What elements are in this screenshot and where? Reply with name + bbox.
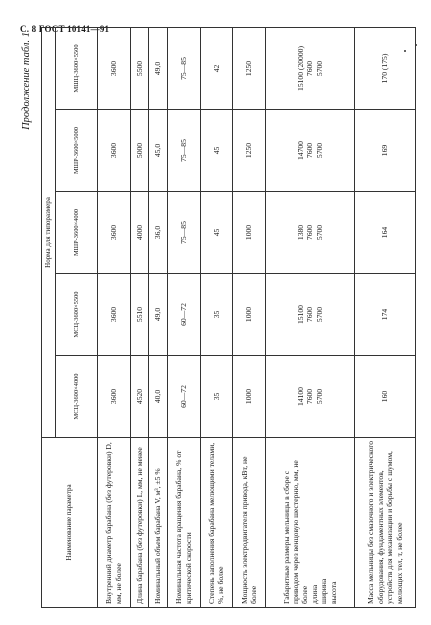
table-row [265,27,354,607]
dimension-label: ширина [319,578,329,604]
table-cell: 1000 [233,356,266,438]
table-row [233,27,266,607]
cell-line: 5700 [314,388,324,405]
cell-line: 7600 [305,142,315,159]
cell-line: 7600 [305,306,315,323]
cell-line: 5700 [314,306,324,323]
table-cell: 174 [355,274,416,356]
table-cell: 170 (175) [355,27,416,109]
cell-line: 5700 [314,142,324,159]
table-cell: 1000 [233,192,266,274]
type-column-header: МСЦ-3600×5500 [56,274,98,356]
table-cell: 5510 [130,274,149,356]
cell-line: 14700 [295,141,305,160]
table-cell: 35 [200,274,233,356]
table-cell [265,274,354,356]
row-label: Масса мельницы без смазочного и электрического оборудования, фундаментных элементов, устройств для механизации и борьбы с шумом, мелющих тел, т, не более [355,438,416,608]
page-header: С. 8 ГОСТ 10141—91 [20,24,110,34]
cell-line: 15100 [295,305,305,324]
rotated-table-block [21,28,416,608]
cell-line: 14100 [295,387,305,406]
table-cell: 40,0 [149,356,168,438]
type-column-header: МШЦ-3600×5500 [56,27,98,109]
row-label: Мощность электродвигателя привода, кВт, не более [233,438,266,608]
row-label: Габаритные размеры мельницы в сборе с приводом через венцовую шестерню, мм, не более [281,460,310,604]
table-cell: 75—85 [167,27,200,109]
table-cell: 5500 [130,27,149,109]
row-label: Длина барабана (без футеровки) L, мм, не менее [130,438,149,608]
table-row [355,27,416,607]
table-cell: 4000 [130,192,149,274]
dimension-labels [310,441,338,604]
dimension-label: высота [328,581,338,604]
cell-line: 5700 [314,60,324,77]
spec-table [41,27,416,608]
cell-line: 1380 [295,224,305,241]
type-column-header: МСЦ-3600×4000 [56,356,98,438]
table-cell: 75—85 [167,110,200,192]
cell-line: 7600 [305,388,315,405]
row-label: Номинальный объем барабана V, м³, ±5 % [149,438,168,608]
table-cell: 36,0 [149,192,168,274]
table-cell [265,192,354,274]
row-label: Степень заполнения барабана мелющими телами, %, не более [200,438,233,608]
table-cell: 1000 [233,274,266,356]
table-caption: Продолжение табл. 1 [21,32,32,130]
table-row [98,27,131,607]
table-cell [265,356,354,438]
param-column-header: Наименование параметра [42,438,98,608]
table-cell: 60—72 [167,356,200,438]
table-cell: 45 [200,110,233,192]
table-cell: 42 [200,27,233,109]
cell-line: 5700 [314,224,324,241]
table-cell: 3600 [98,356,131,438]
table-cell: 45 [200,192,233,274]
table-row [200,27,233,607]
type-column-header: МШР-3600×5000 [56,110,98,192]
row-label-dimensions [265,438,354,608]
table-cell: 35 [200,356,233,438]
table-cell: 169 [355,110,416,192]
table-cell [265,110,354,192]
table-cell: 75—85 [167,192,200,274]
table-cell: 160 [355,356,416,438]
table-row [167,27,200,607]
table-cell: 3600 [98,274,131,356]
dimension-label: длина [309,584,319,604]
table-cell: 4520 [130,356,149,438]
table-cell: 49,0 [149,27,168,109]
table-row [130,27,149,607]
group-column-header: Норма для типоразмера [42,27,56,437]
table-cell: 60—72 [167,274,200,356]
table-cell: 3600 [98,192,131,274]
table-row [149,27,168,607]
cell-line: 15100 (20000) [295,46,305,91]
table-cell: 1250 [233,110,266,192]
table-cell: 3600 [98,110,131,192]
table-cell: 49,0 [149,274,168,356]
table-cell: 45,0 [149,110,168,192]
row-label: Номинальная частота вращения барабана, % от критической скорости [167,438,200,608]
type-column-header: МШР-3600×4000 [56,192,98,274]
cell-line: 7600 [305,224,315,241]
table-cell: 164 [355,192,416,274]
row-label: Внутренний диаметр барабана (без футеровки) D, мм, не более [98,438,131,608]
table-cell: 1250 [233,27,266,109]
table-cell: 3600 [98,27,131,109]
cell-line: 7600 [305,60,315,77]
table-header-row [42,27,56,607]
table-cell [265,27,354,109]
table-cell: 5000 [130,110,149,192]
